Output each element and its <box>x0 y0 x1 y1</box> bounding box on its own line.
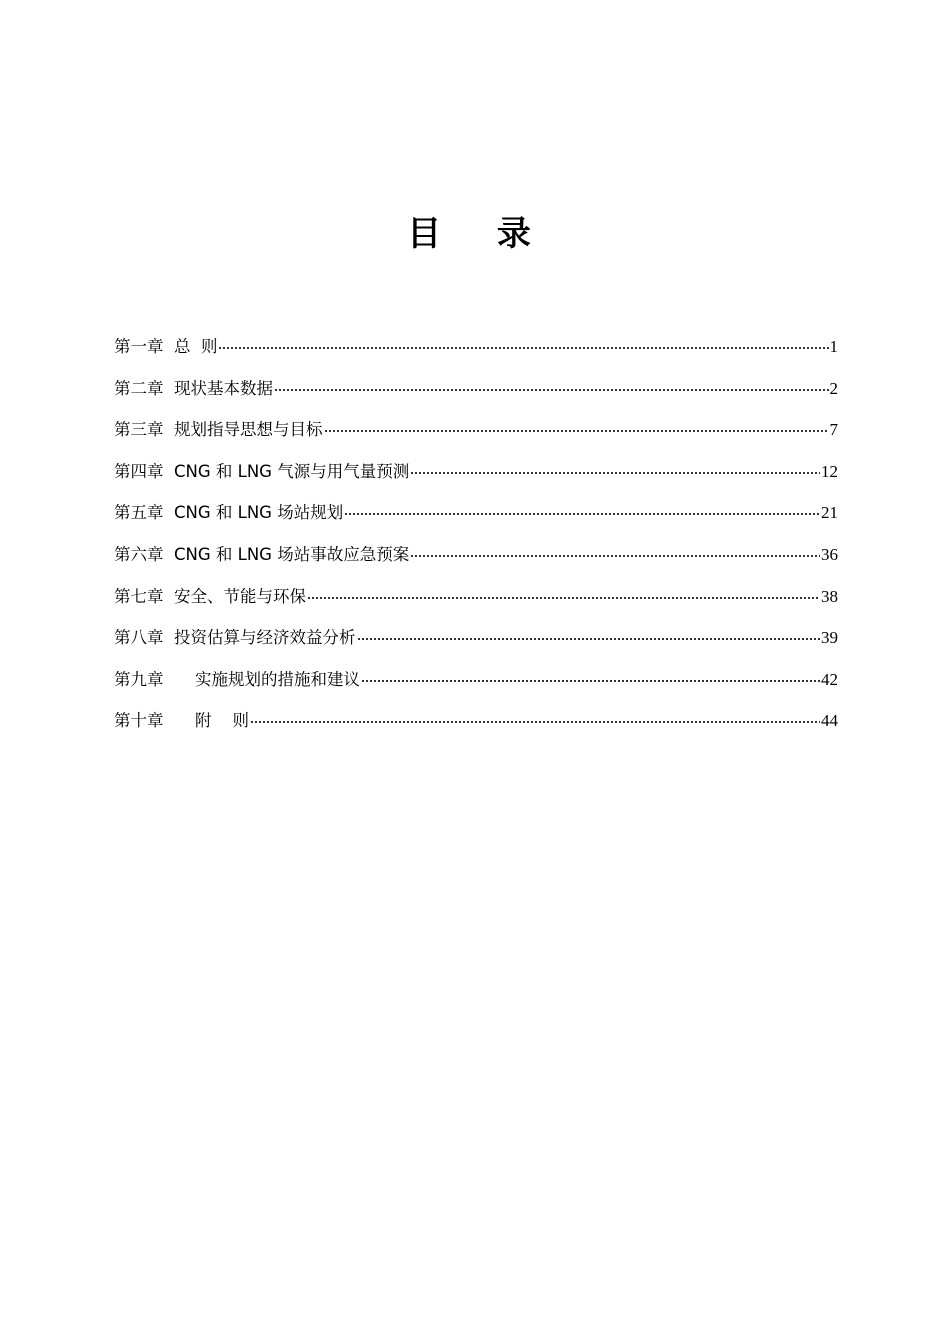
toc-entry[interactable] <box>114 415 838 457</box>
toc-leader-dots <box>274 376 829 396</box>
toc-leader-dots <box>307 584 820 604</box>
toc-leader-dots <box>324 417 829 437</box>
toc-entry[interactable] <box>114 374 838 416</box>
toc-chapter-number: 第六章 <box>114 544 164 564</box>
toc-entry[interactable] <box>114 540 838 582</box>
toc-page-number: 42 <box>821 669 838 689</box>
toc-chapter-title: CNG 和 LNG 场站规划 <box>163 503 344 523</box>
toc-chapter-title: 总 则 <box>163 337 218 356</box>
toc-leader-dots <box>410 459 820 479</box>
toc-page-number: 44 <box>821 711 838 731</box>
toc-leader-dots <box>250 708 820 728</box>
toc-chapter-number: 第四章 <box>114 461 164 481</box>
toc-chapter-title: 投资估算与经济效益分析 <box>163 628 356 648</box>
toc-page-number: 38 <box>821 586 838 606</box>
toc-chapter-number: 第九章 <box>114 669 164 689</box>
toc-leader-dots <box>357 625 821 645</box>
toc-entry[interactable] <box>114 332 838 374</box>
toc-chapter-number: 第二章 <box>114 378 164 398</box>
toc-entry[interactable] <box>114 706 838 748</box>
toc-page-number: 1 <box>829 337 838 356</box>
toc-chapter-title: 现状基本数据 <box>163 378 273 398</box>
toc-page-number: 12 <box>821 461 838 481</box>
toc-page-number: 39 <box>821 628 838 648</box>
toc-heading: 目 录 <box>407 214 553 254</box>
toc-chapter-title: 实施规划的措施和建议 <box>163 669 360 689</box>
toc-chapter-title: CNG 和 LNG 气源与用气量预测 <box>163 461 410 481</box>
toc-leader-dots <box>410 542 820 562</box>
toc-chapter-number: 第七章 <box>114 586 164 606</box>
toc-chapter-number: 第十章 <box>114 711 164 731</box>
toc-chapter-title: 附 则 <box>163 711 249 731</box>
toc-entry[interactable] <box>114 582 838 624</box>
toc-chapter-title: CNG 和 LNG 场站事故应急预案 <box>163 544 410 564</box>
toc-chapter-number: 第三章 <box>114 420 164 440</box>
toc-chapter-number: 第一章 <box>114 337 164 356</box>
toc-leader-dots <box>361 667 820 687</box>
toc-page-number: 21 <box>821 503 838 523</box>
toc-page-number: 2 <box>829 378 838 398</box>
toc-chapter-title: 规划指导思想与目标 <box>163 420 323 440</box>
toc-chapter-number: 第八章 <box>114 628 164 648</box>
toc-page-number: 36 <box>821 544 838 564</box>
toc-leader-dots <box>218 334 828 354</box>
toc-chapter-number: 第五章 <box>114 503 164 523</box>
toc-entry[interactable] <box>114 665 838 707</box>
toc-entry[interactable] <box>114 498 838 540</box>
toc-page-number: 7 <box>829 420 838 440</box>
toc-chapter-title: 安全、节能与环保 <box>163 586 306 606</box>
toc-entry[interactable] <box>114 457 838 499</box>
table-of-contents <box>114 332 838 748</box>
toc-entry[interactable] <box>114 623 838 665</box>
toc-leader-dots <box>344 500 820 520</box>
